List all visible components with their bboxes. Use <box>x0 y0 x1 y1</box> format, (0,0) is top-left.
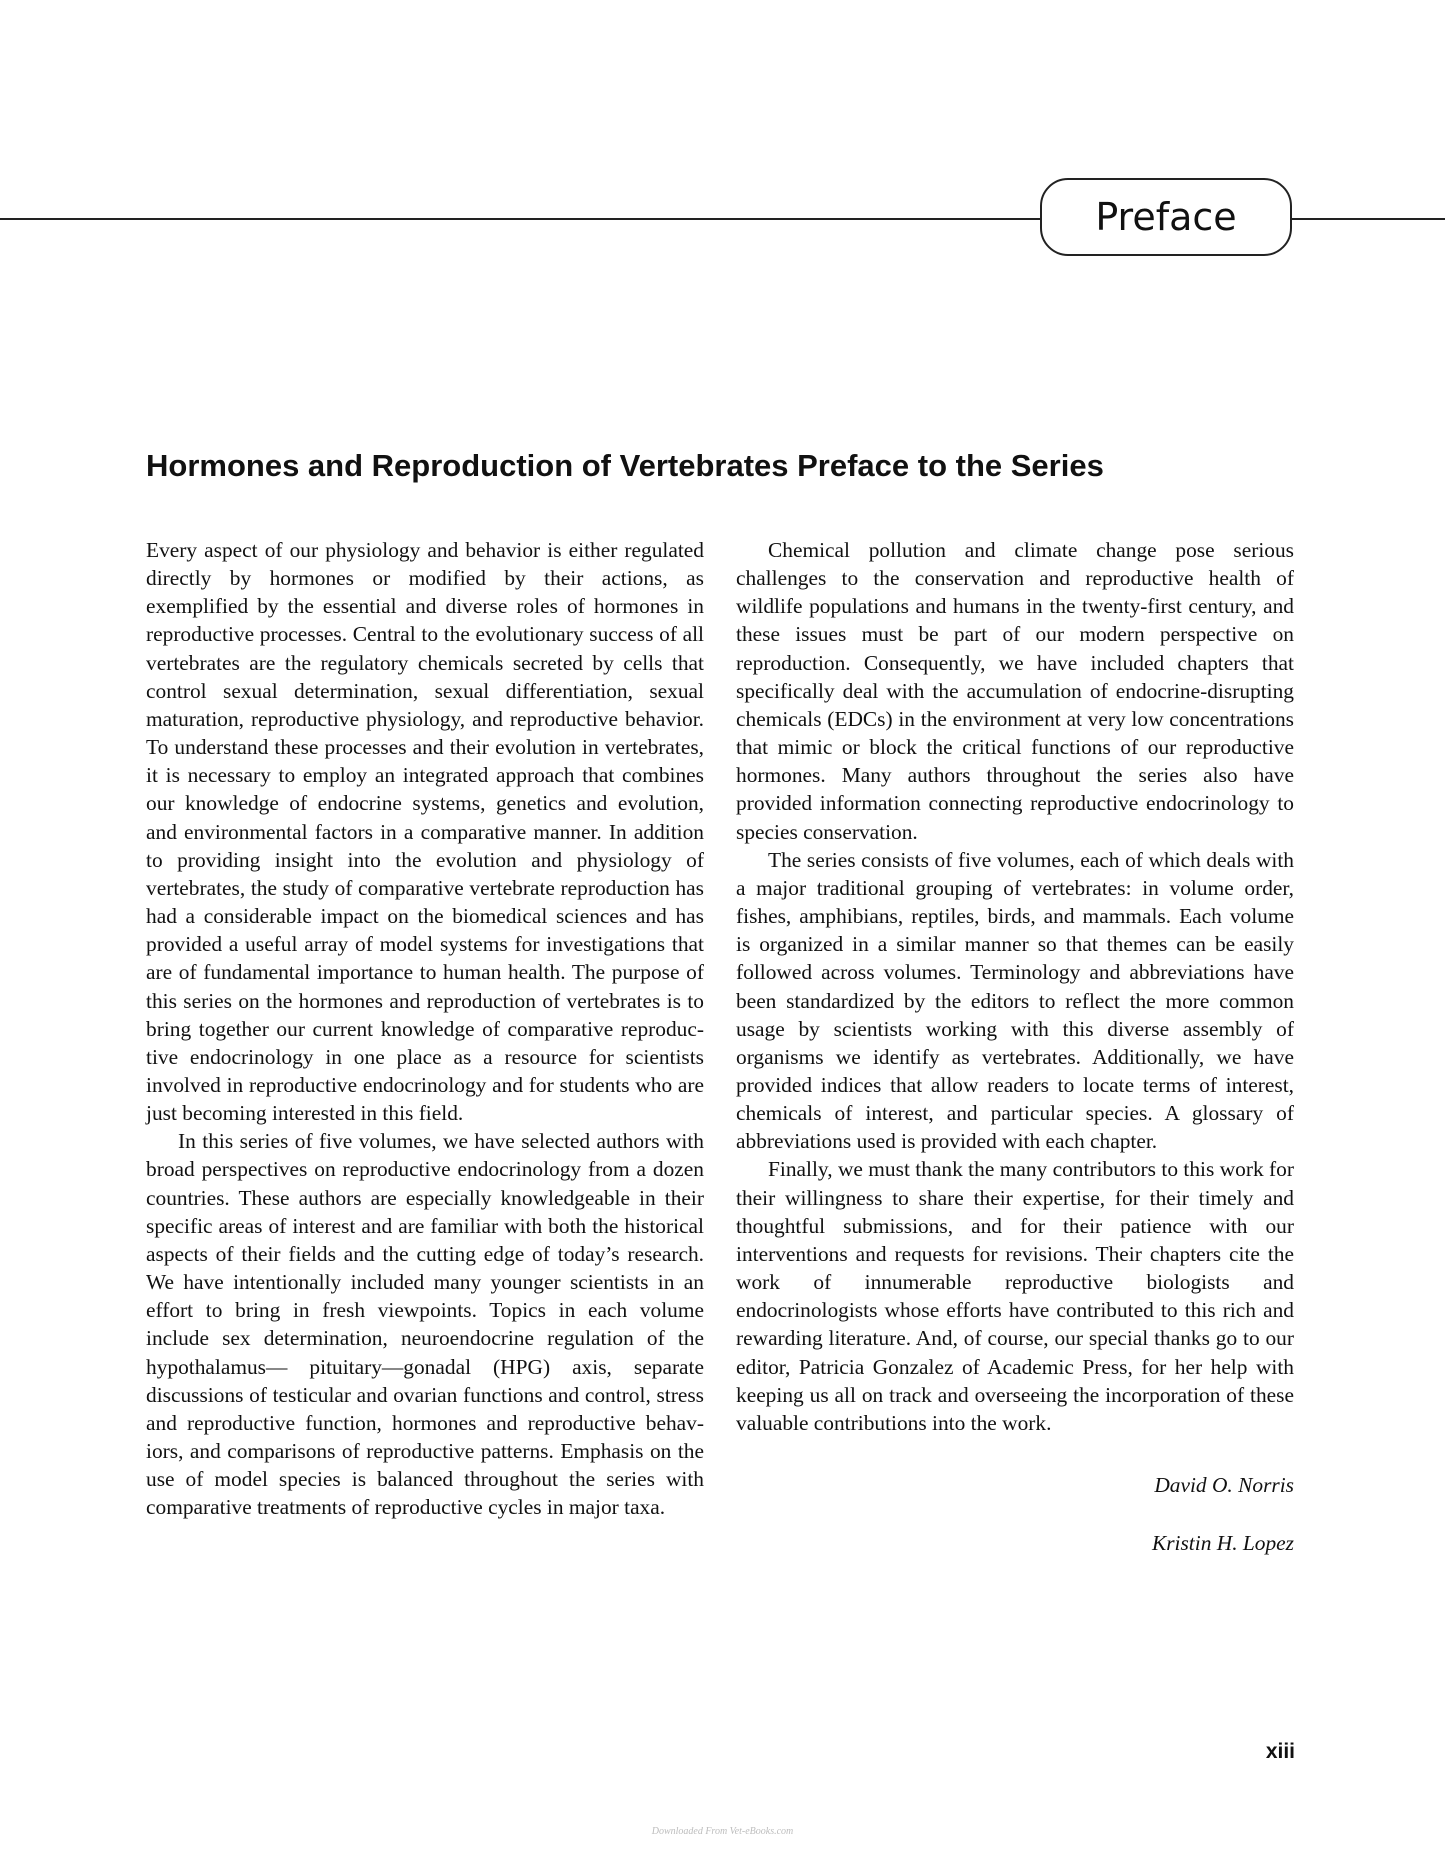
left-column <box>146 536 704 1521</box>
paragraph: Chemical pollution and climate change pose serious challenges to the conservation and reproductive health of wildlife populations and humans in the twenty-first century, and these issues must be part of our modern perspective on reproduction. Consequently, we have included chapters that specifically deal with the accumulation of endocrine-disrupting chemicals (EDCs) in the environment at very low concentrations that mimic or block the critical functions of our reproductive hormones. Many authors throughout the series also have provided information connecting reproductive endocrinology to species conservation. <box>736 538 1294 844</box>
page-number: xiii <box>1265 1740 1295 1763</box>
header-rule-left <box>0 218 1040 220</box>
chapter-tab-label: Preface <box>1095 195 1237 239</box>
signature-author: David O. Norris <box>1154 1473 1294 1497</box>
paragraph: The series consists of five volumes, each of which deals with a major traditional grouping of vertebrates: in volume order, fishes, amphibians, reptiles, birds, and mammals. Each volume is organized in a similar manner so that themes can be easily followed across volumes. Terminology and abbreviations have been standardized by the editors to reflect the more common usage by scientists working with this diverse assembly of organisms we identify as vertebrates. Additionally, we have provided indices that allow readers to locate terms of interest, chemicals of interest, and particular species. A glossary of abbreviations used is provided with each chapter. <box>736 847 1294 1154</box>
right-column <box>736 536 1294 1587</box>
paragraph: In this series of five volumes, we have selected authors with broad perspectives on reproductive endocrinology from a dozen countries. These authors are especially knowledgeable in their specific areas of interest and are familiar with both the historical aspects of their fields and the cutting edge of today’s research. We have intentionally included many younger scientists in an effort to bring in fresh viewpoints. Topics in each volume include sex determination, neuroendocrine regulation of the hypothalamus— pituitary—gonadal (HPG) axis, separate discussions of testicular and ovarian functions and control, stress and reproductive function, hormones and reproductive behaviors, and comparisons of reproductive patterns. Emphasis on the use of model species is balanced throughout the series with comparative treatments of reproductive cycles in major taxa. <box>146 1129 704 1520</box>
paragraph: Finally, we must thank the many contributors to this work for their willingness to share their expertise, for their timely and thoughtful submissions, and for their patience with our interventions and requests for revisions. Their chapters cite the work of innumerable reproductive biologists and endocrinologists whose efforts have contributed to this rich and rewarding literature. And, of course, our special thanks go to our editor, Patricia Gonzalez of Academic Press, for her help with keeping us all on track and overseeing the incorporation of these valuable contributions into the work. <box>736 1157 1294 1435</box>
header-rule-right <box>1292 218 1445 220</box>
watermark-text: Downloaded From Vet-eBooks.com <box>651 1826 794 1837</box>
paragraph: Every aspect of our physiology and behavior is either regulated directly by hormones or modified by their actions, as exemplified by the essential and diverse roles of hormones in reproductive processes. Central to the evolutionary success of all vertebrates are the regulatory chemicals secreted by cells that control sexual determination, sexual differentiation, sexual maturation, reproductive physiology, and reproductive behavior. To understand these processes and their evolution in vertebrates, it is necessary to employ an integrated approach that combines our knowledge of endocrine systems, genetics and evolution, and environmental factors in a comparative manner. In addition to providing insight into the evolution and physiology of vertebrates, the study of comparative vertebrate reproduction has had a considerable impact on the biomedical sciences and has provided a useful array of model systems for investigations that are of fundamental importance to human health. The purpose of this series on the hormones and reproduction of vertebrates is to bring together our current knowledge of comparative reproductive endocrinology in one place as a resource for scientists involved in reproductive endocrinology and for students who are just becoming interested in this field. <box>146 538 704 1126</box>
series-title: Hormones and Reproduction of Vertebrates Preface to the Series <box>146 448 1104 483</box>
chapter-tab <box>1040 178 1292 256</box>
signatures <box>736 1471 1294 1557</box>
signature-author: Kristin H. Lopez <box>1151 1531 1294 1556</box>
